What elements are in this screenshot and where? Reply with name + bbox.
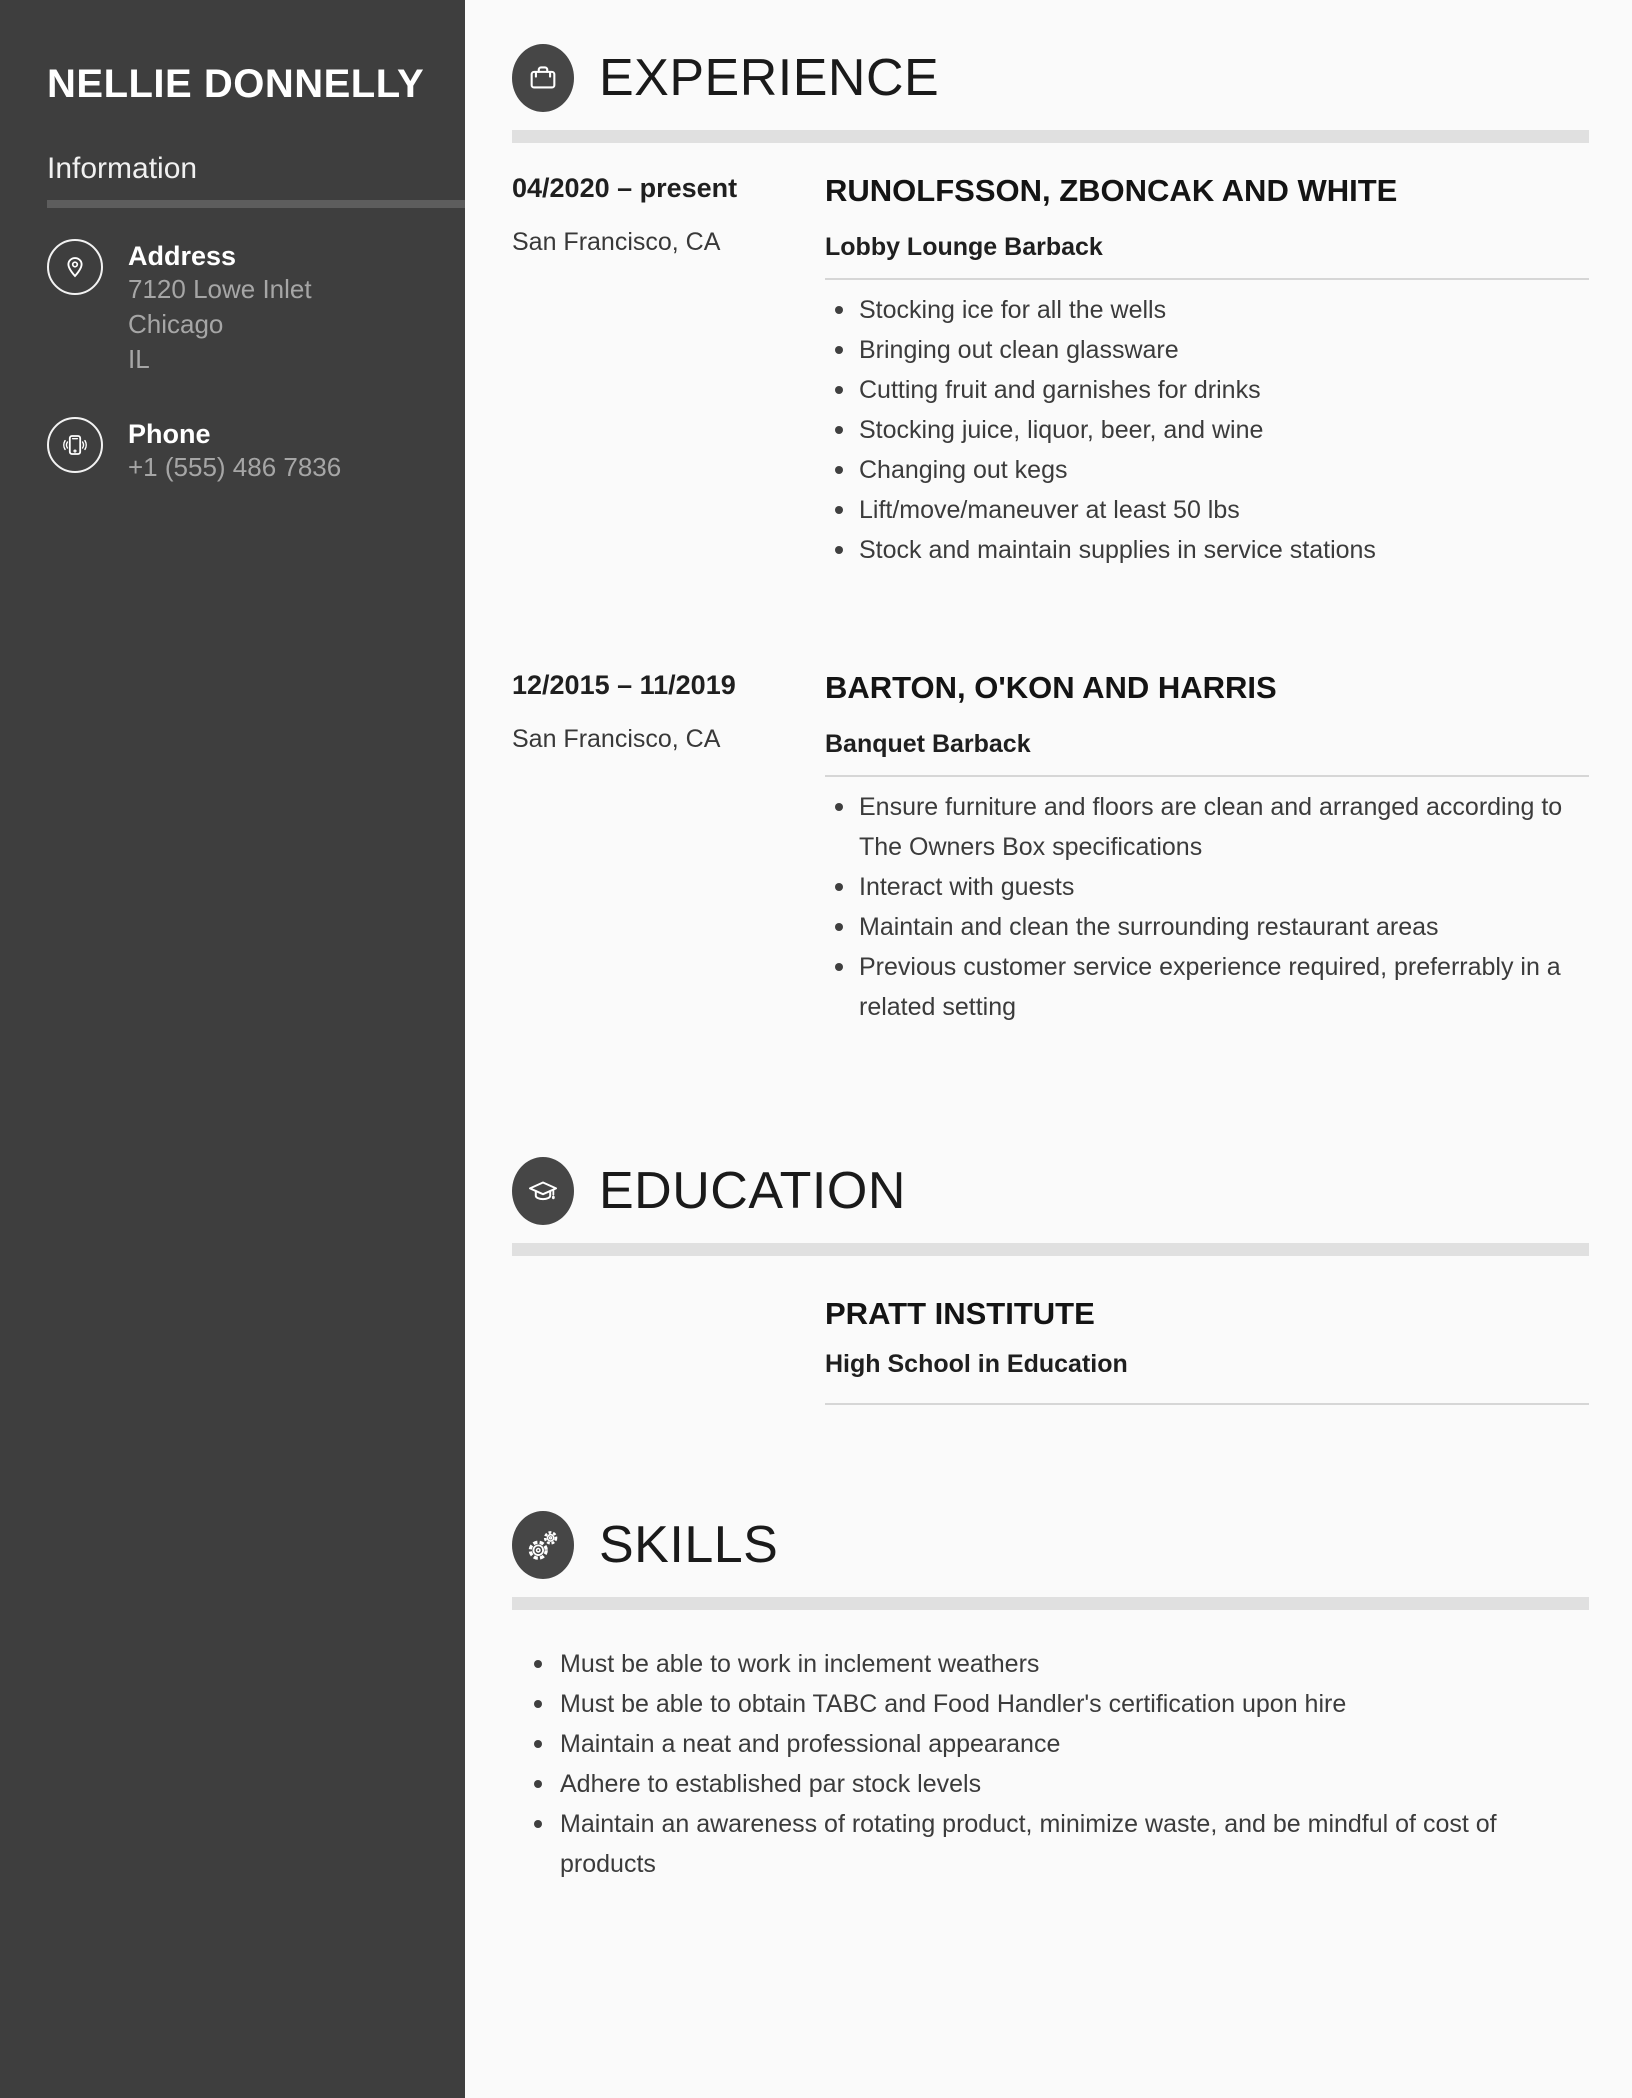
- education-section: [512, 1157, 1589, 1405]
- skills-list: [512, 1644, 1589, 1884]
- job-bullet: Stocking juice, liquor, beer, and wine: [825, 410, 1589, 450]
- information-heading: Information: [47, 152, 198, 185]
- briefcase-icon: [512, 44, 574, 112]
- skills-divider-bar: [512, 1597, 1589, 1610]
- address-city: Chicago: [128, 309, 224, 339]
- skill-bullet: Maintain a neat and professional appearance: [512, 1724, 1589, 1764]
- experience-divider-bar: [512, 130, 1589, 143]
- job-role: Lobby Lounge Barback: [825, 233, 1103, 261]
- job-bullet: Stocking ice for all the wells: [825, 290, 1589, 330]
- job-bullet: Maintain and clean the surrounding restaurant areas: [825, 907, 1589, 947]
- job-rule: [825, 278, 1589, 280]
- person-name: NELLIE DONNELLY: [47, 62, 425, 106]
- job-rule: [825, 775, 1589, 777]
- job-bullet: Cutting fruit and garnishes for drinks: [825, 370, 1589, 410]
- job-company: BARTON, O'KON AND HARRIS: [825, 670, 1277, 705]
- experience-section: [512, 44, 1589, 1027]
- education-divider-bar: [512, 1243, 1589, 1256]
- skill-bullet: Must be able to work in inclement weathers: [512, 1644, 1589, 1684]
- job-bullet: Previous customer service experience required, preferrably in a related setting: [825, 947, 1589, 1027]
- education-degree: High School in Education: [825, 1350, 1128, 1378]
- job-company: RUNOLFSSON, ZBONCAK AND WHITE: [825, 173, 1398, 208]
- job-bullet: Changing out kegs: [825, 450, 1589, 490]
- skill-bullet: Adhere to established par stock levels: [512, 1764, 1589, 1804]
- main-column: [465, 0, 1632, 1884]
- job-location: San Francisco, CA: [512, 228, 721, 256]
- mobile-phone-icon: [47, 417, 103, 473]
- job-bullet-list: [825, 290, 1589, 570]
- address-row: [47, 239, 425, 377]
- education-rule: [825, 1403, 1589, 1405]
- job-bullet: Stock and maintain supplies in service stations: [825, 530, 1589, 570]
- job-bullet: Interact with guests: [825, 867, 1589, 907]
- address-state: IL: [128, 344, 150, 374]
- skills-title: SKILLS: [599, 1516, 779, 1574]
- location-pin-icon: [47, 239, 103, 295]
- skill-bullet: Must be able to obtain TABC and Food Handler's certification upon hire: [512, 1684, 1589, 1724]
- information-divider: [47, 200, 465, 208]
- address-label: Address: [128, 241, 237, 271]
- job-entry: [512, 670, 1589, 1027]
- education-header: [512, 1157, 1589, 1225]
- job-role: Banquet Barback: [825, 730, 1031, 758]
- skills-section: [512, 1511, 1589, 1884]
- experience-header: [512, 44, 1589, 112]
- gears-icon: [512, 1511, 574, 1579]
- job-bullet: Ensure furniture and floors are clean and arranged according to The Owners Box specifications: [825, 787, 1589, 867]
- phone-label: Phone: [128, 419, 211, 449]
- phone-row: [47, 417, 425, 485]
- skills-header: [512, 1511, 1589, 1579]
- phone-number: +1 (555) 486 7836: [128, 452, 342, 482]
- job-entry: [512, 173, 1589, 570]
- job-location: San Francisco, CA: [512, 725, 721, 753]
- education-title: EDUCATION: [599, 1162, 906, 1220]
- job-dates: 12/2015 – 11/2019: [512, 670, 736, 700]
- address-street: 7120 Lowe Inlet: [128, 274, 312, 304]
- education-entry: [512, 1296, 1589, 1405]
- skill-bullet: Maintain an awareness of rotating product, minimize waste, and be mindful of cost of products: [512, 1804, 1589, 1884]
- job-bullet: Bringing out clean glassware: [825, 330, 1589, 370]
- experience-title: EXPERIENCE: [599, 49, 940, 107]
- education-school: PRATT INSTITUTE: [825, 1296, 1095, 1331]
- sidebar: [0, 0, 465, 2098]
- job-dates: 04/2020 – present: [512, 173, 738, 203]
- job-bullet-list: [825, 787, 1589, 1027]
- graduation-cap-icon: [512, 1157, 574, 1225]
- job-bullet: Lift/move/maneuver at least 50 lbs: [825, 490, 1589, 530]
